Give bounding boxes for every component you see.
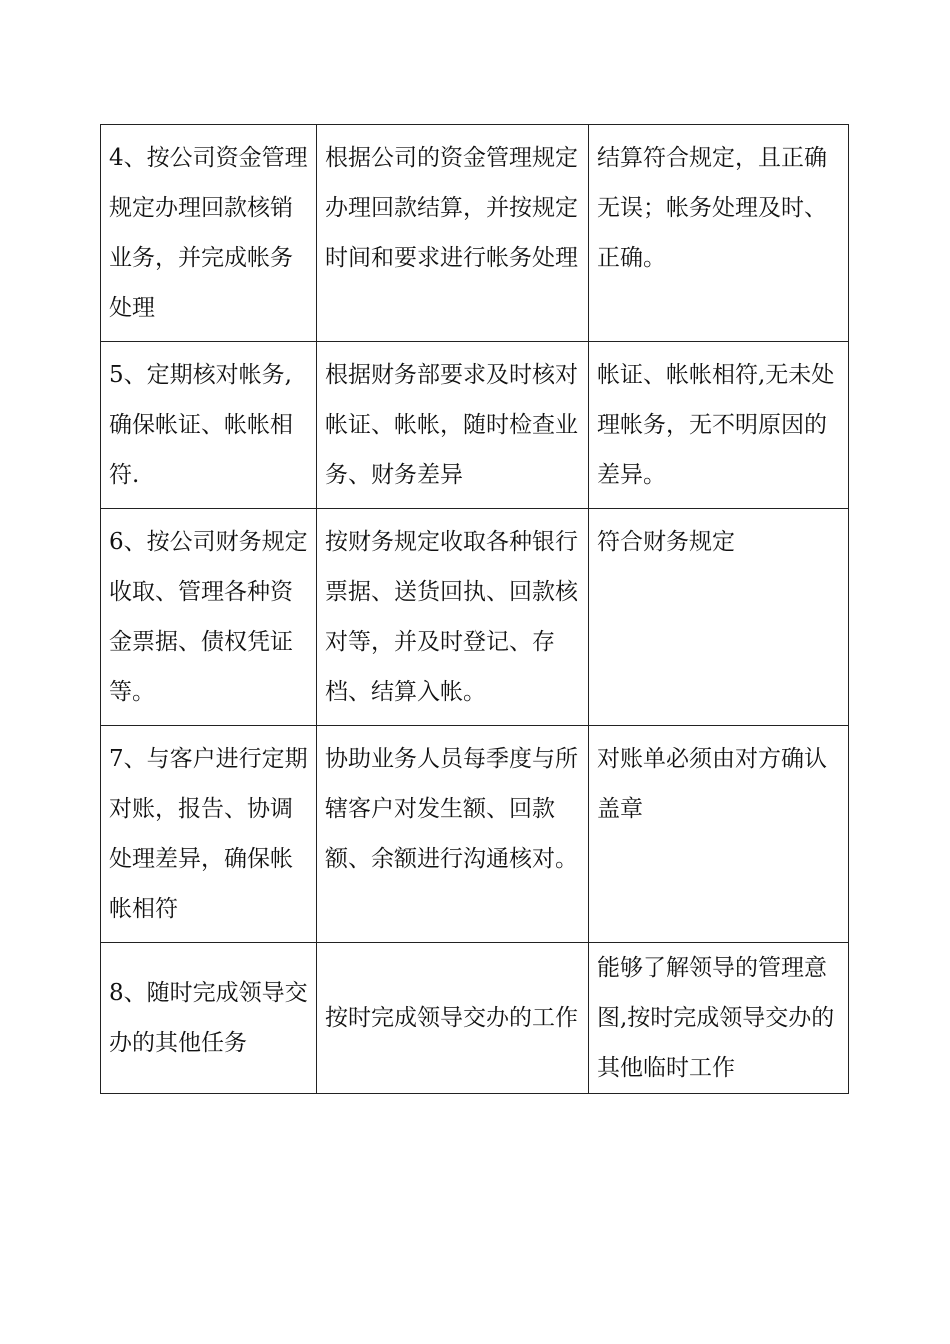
- standard-text: 结算符合规定，且正确无误；帐务处理及时、正确。: [597, 145, 827, 271]
- duty-text: 4、按公司资金管理规定办理回款核销业务，并完成帐务处理: [109, 145, 308, 321]
- duty-cell: [101, 726, 317, 943]
- requirement-cell: [317, 943, 589, 1094]
- standard-text: 对账单必须由对方确认盖章: [597, 746, 827, 822]
- duty-cell: [101, 342, 317, 509]
- table-row: [101, 726, 849, 943]
- table-row: [101, 125, 849, 342]
- requirement-text: 根据财务部要求及时核对帐证、帐帐，随时检查业务、财务差异: [325, 362, 578, 488]
- standard-text: 符合财务规定: [597, 529, 735, 555]
- duty-table: [100, 124, 849, 1094]
- requirement-text: 根据公司的资金管理规定办理回款结算，并按规定时间和要求进行帐务处理: [325, 145, 578, 271]
- standard-cell: [589, 342, 849, 509]
- standard-cell: [589, 943, 849, 1094]
- requirement-cell: [317, 125, 589, 342]
- table-row: [101, 509, 849, 726]
- duty-text: 5、定期核对帐务,确保帐证、帐帐相符.: [109, 362, 293, 488]
- duty-cell: [101, 509, 317, 726]
- requirement-cell: [317, 342, 589, 509]
- standard-cell: [589, 509, 849, 726]
- standard-text: 能够了解领导的管理意图,按时完成领导交办的其他临时工作: [597, 955, 835, 1081]
- duty-cell: [101, 125, 317, 342]
- requirement-text: 按财务规定收取各种银行票据、送货回执、回款核对等，并及时登记、存档、结算入帐。: [325, 529, 578, 705]
- table-row: [101, 342, 849, 509]
- table-row: [101, 943, 849, 1094]
- standard-text: 帐证、帐帐相符,无未处理帐务，无不明原因的差异。: [597, 362, 835, 488]
- standard-cell: [589, 726, 849, 943]
- duty-cell: [101, 943, 317, 1094]
- requirement-text: 协助业务人员每季度与所辖客户对发生额、回款额、余额进行沟通核对。: [325, 746, 578, 872]
- requirement-cell: [317, 726, 589, 943]
- duty-text: 6、按公司财务规定收取、管理各种资金票据、债权凭证等。: [109, 529, 308, 705]
- standard-cell: [589, 125, 849, 342]
- requirement-text: 按时完成领导交办的工作: [325, 1005, 578, 1031]
- requirement-cell: [317, 509, 589, 726]
- duty-text: 7、与客户进行定期对账，报告、协调处理差异，确保帐帐相符: [109, 746, 308, 922]
- duty-text: 8、随时完成领导交办的其他任务: [109, 980, 308, 1056]
